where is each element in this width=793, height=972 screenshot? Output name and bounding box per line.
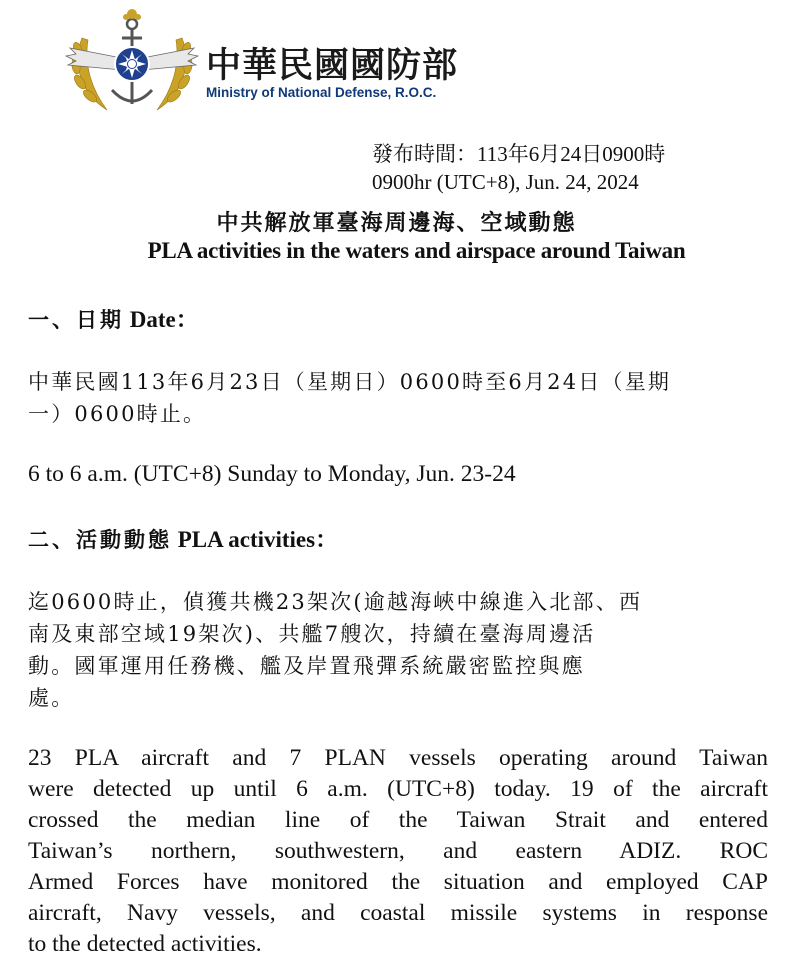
activities-text-zh <box>28 586 780 714</box>
org-name-en: Ministry of National Defense, R.O.C. <box>206 85 437 100</box>
activities-text-en-line: aircraft, Navy vessels, and coastal missile systems in response <box>28 900 768 926</box>
date-heading-en: Date： <box>129 307 199 332</box>
date-text-zh-line: 中華民國113年6月23日（星期日）0600時至6月24日（星期 <box>28 370 672 394</box>
activities-heading-zh: 二、活動動態 <box>28 527 172 552</box>
mnd-emblem-icon <box>62 8 202 124</box>
activities-text-en-line: 23 PLA aircraft and 7 PLAN vessels operating around Taiwan <box>28 745 768 771</box>
activities-text-zh-line: 處。 <box>28 686 75 710</box>
activities-text-zh-line: 南及東部空域19架次)、共艦7艘次，持續在臺海周邊活 <box>28 622 596 646</box>
activities-heading-en: PLA activities： <box>177 527 339 552</box>
activities-text-en-line: crossed the median line of the Taiwan Strait and entered <box>28 807 768 833</box>
date-section-heading <box>28 301 199 334</box>
activities-section-heading <box>28 521 338 554</box>
activities-text-en-line: to the detected activities. <box>28 931 262 957</box>
date-text-en: 6 to 6 a.m. (UTC+8) Sunday to Monday, Jun. 23-24 <box>28 461 516 487</box>
activities-text-zh-line: 動。國軍運用任務機、艦及岸置飛彈系統嚴密監控與應 <box>28 654 585 678</box>
activities-text-zh-line: 迄0600時止，偵獲共機23架次(逾越海峽中線進入北部、西 <box>28 590 643 614</box>
activities-text-en-line: were detected up until 6 a.m. (UTC+8) today. 19 of the aircraft <box>28 776 768 802</box>
activities-text-en-line: Taiwan’s northern, southwestern, and eastern ADIZ. ROC <box>28 838 768 864</box>
activities-text-en <box>28 743 768 960</box>
activities-text-en-line: Armed Forces have monitored the situation and employed CAP <box>28 869 768 895</box>
date-heading-zh: 一、日期 <box>28 307 124 332</box>
date-text-zh <box>28 366 780 430</box>
org-name-zh: 中華民國國防部 <box>206 46 459 86</box>
release-time-zh: 發布時間：113年6月24日0900時 <box>372 142 666 166</box>
date-text-zh-line: 一）0600時止。 <box>28 402 207 426</box>
release-time-en: 0900hr (UTC+8), Jun. 24, 2024 <box>372 170 639 194</box>
document-title-en: PLA activities in the waters and airspace around Taiwan <box>147 238 686 263</box>
document-title-zh: 中共解放軍臺海周邊海、空域動態 <box>216 210 577 236</box>
